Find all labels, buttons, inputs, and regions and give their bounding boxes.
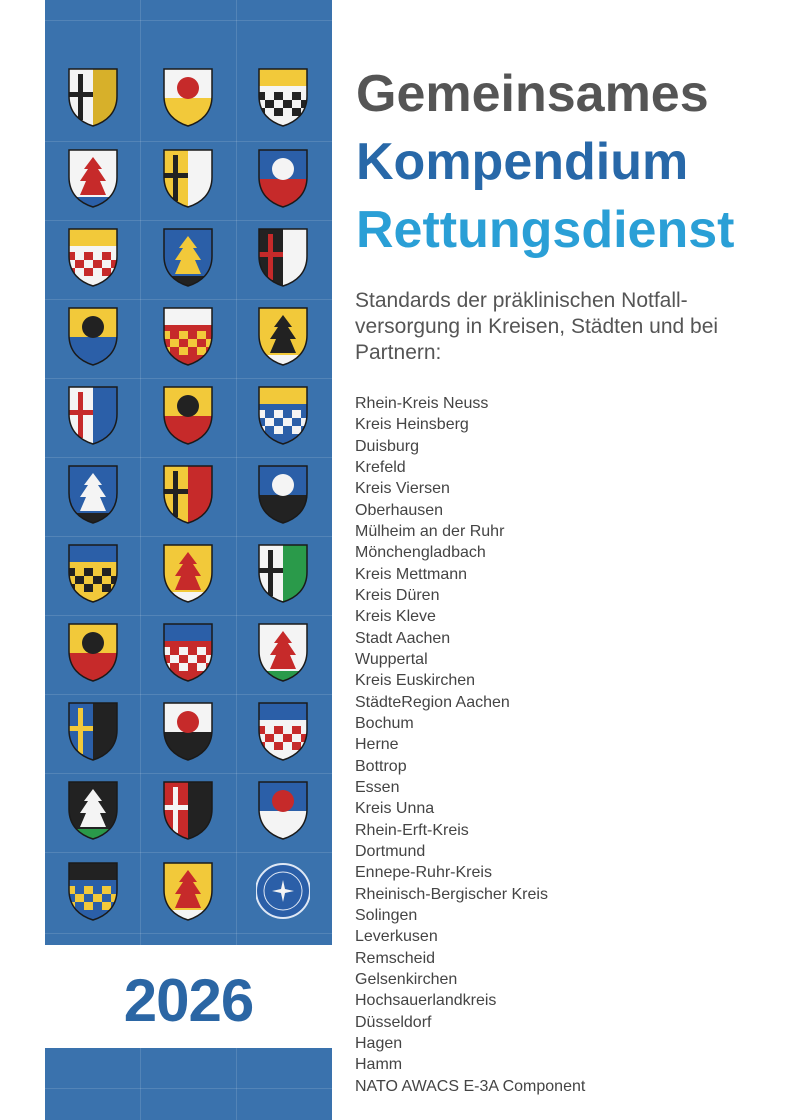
- coat-of-arms-icon: [161, 700, 215, 762]
- coat-of-arms-icon: [161, 542, 215, 604]
- partner-item: Wuppertal: [355, 650, 428, 668]
- partner-item: Kreis Viersen: [355, 480, 450, 498]
- coat-of-arms-icon: [161, 384, 215, 446]
- grid-line: [45, 536, 332, 537]
- coat-of-arms-icon: [66, 226, 120, 288]
- coat-of-arms-icon: [161, 147, 215, 209]
- partner-item: Dortmund: [355, 842, 426, 860]
- coat-of-arms-icon: [256, 542, 310, 604]
- partner-item: Herne: [355, 736, 399, 754]
- partner-item: Remscheid: [355, 949, 436, 967]
- partner-item: Kreis Kleve: [355, 608, 436, 626]
- coat-of-arms-icon: [161, 779, 215, 841]
- grid-line: [45, 615, 332, 616]
- coat-of-arms-icon: [161, 305, 215, 367]
- title-line-2: Kompendium: [356, 133, 689, 191]
- coat-of-arms-icon: [66, 779, 120, 841]
- partner-item: Leverkusen: [355, 928, 438, 946]
- coat-of-arms-icon: [161, 66, 215, 128]
- partner-item: Düsseldorf: [355, 1013, 432, 1031]
- grid-line: [45, 220, 332, 221]
- partner-item: Mönchengladbach: [355, 544, 486, 562]
- partner-item: Mülheim an der Ruhr: [355, 522, 505, 540]
- coat-of-arms-icon: [66, 700, 120, 762]
- partner-item: Duisburg: [355, 437, 420, 455]
- coat-of-arms-icon: [66, 542, 120, 604]
- partner-item: Krefeld: [355, 458, 406, 476]
- partner-item: StädteRegion Aachen: [355, 693, 510, 711]
- coat-of-arms-icon: [161, 226, 215, 288]
- coat-of-arms-icon: [66, 463, 120, 525]
- coat-of-arms-icon: [66, 66, 120, 128]
- grid-line: [140, 1048, 141, 1120]
- partner-item: Solingen: [355, 906, 418, 924]
- coat-of-arms-icon: [256, 226, 310, 288]
- partner-item: Kreis Mettmann: [355, 565, 468, 583]
- grid-line: [45, 1088, 332, 1089]
- grid-line: [45, 694, 332, 695]
- partner-item: Gelsenkirchen: [355, 970, 458, 988]
- coat-of-arms-icon: [66, 147, 120, 209]
- coat-of-arms-icon: [66, 305, 120, 367]
- title-line-1: Gemeinsames: [356, 65, 709, 123]
- coat-of-arms-icon: [256, 305, 310, 367]
- grid-line: [45, 852, 332, 853]
- coat-of-arms-icon: [256, 463, 310, 525]
- grid-line: [45, 773, 332, 774]
- title-line-3: Rettungsdienst: [356, 201, 735, 259]
- grid-line: [45, 141, 332, 142]
- partner-list: [355, 393, 585, 1097]
- partner-item: Kreis Heinsberg: [355, 416, 469, 434]
- partner-item: Hagen: [355, 1034, 403, 1052]
- grid-line: [236, 1048, 237, 1120]
- partner-item: Rheinisch-Bergischer Kreis: [355, 885, 548, 903]
- coat-of-arms-icon: [161, 463, 215, 525]
- coat-of-arms-icon: [256, 384, 310, 446]
- partner-item: Stadt Aachen: [355, 629, 451, 647]
- coat-of-arms-icon: [66, 860, 120, 922]
- partner-item: Hochsauerlandkreis: [355, 992, 497, 1010]
- coat-of-arms-icon: [256, 147, 310, 209]
- partner-item: Kreis Euskirchen: [355, 672, 476, 690]
- year-label: 2026: [123, 967, 254, 1034]
- grid-line: [45, 299, 332, 300]
- partner-item: Ennepe-Ruhr-Kreis: [355, 864, 492, 882]
- subtitle: Standards der präklinischen Notfall-versorgung in Kreisen, Städten und bei Partnern:: [355, 289, 719, 364]
- partner-item: Kreis Düren: [355, 586, 440, 604]
- grid-line: [45, 933, 332, 934]
- nato-awacs-badge-icon: [256, 860, 310, 922]
- coat-of-arms-icon: [66, 384, 120, 446]
- grid-line: [45, 457, 332, 458]
- partner-item: NATO AWACS E-3A Component: [355, 1077, 586, 1095]
- coat-of-arms-icon: [256, 700, 310, 762]
- coat-of-arms-icon: [256, 66, 310, 128]
- grid-line: [45, 20, 332, 21]
- partner-item: Rhein-Erft-Kreis: [355, 821, 469, 839]
- partner-item: Bochum: [355, 714, 414, 732]
- partner-item: Hamm: [355, 1056, 403, 1074]
- partner-item: Essen: [355, 778, 400, 796]
- partner-item: Bottrop: [355, 757, 407, 775]
- partner-item: Rhein-Kreis Neuss: [355, 395, 489, 412]
- partner-item: Oberhausen: [355, 501, 444, 519]
- coat-of-arms-icon: [161, 621, 215, 683]
- coat-of-arms-icon: [256, 621, 310, 683]
- partner-item: Kreis Unna: [355, 800, 435, 818]
- coat-of-arms-icon: [256, 779, 310, 841]
- grid-line: [45, 378, 332, 379]
- coat-of-arms-icon: [66, 621, 120, 683]
- crest-panel: [45, 0, 332, 945]
- coat-of-arms-icon: [161, 860, 215, 922]
- bottom-band: [45, 1048, 332, 1120]
